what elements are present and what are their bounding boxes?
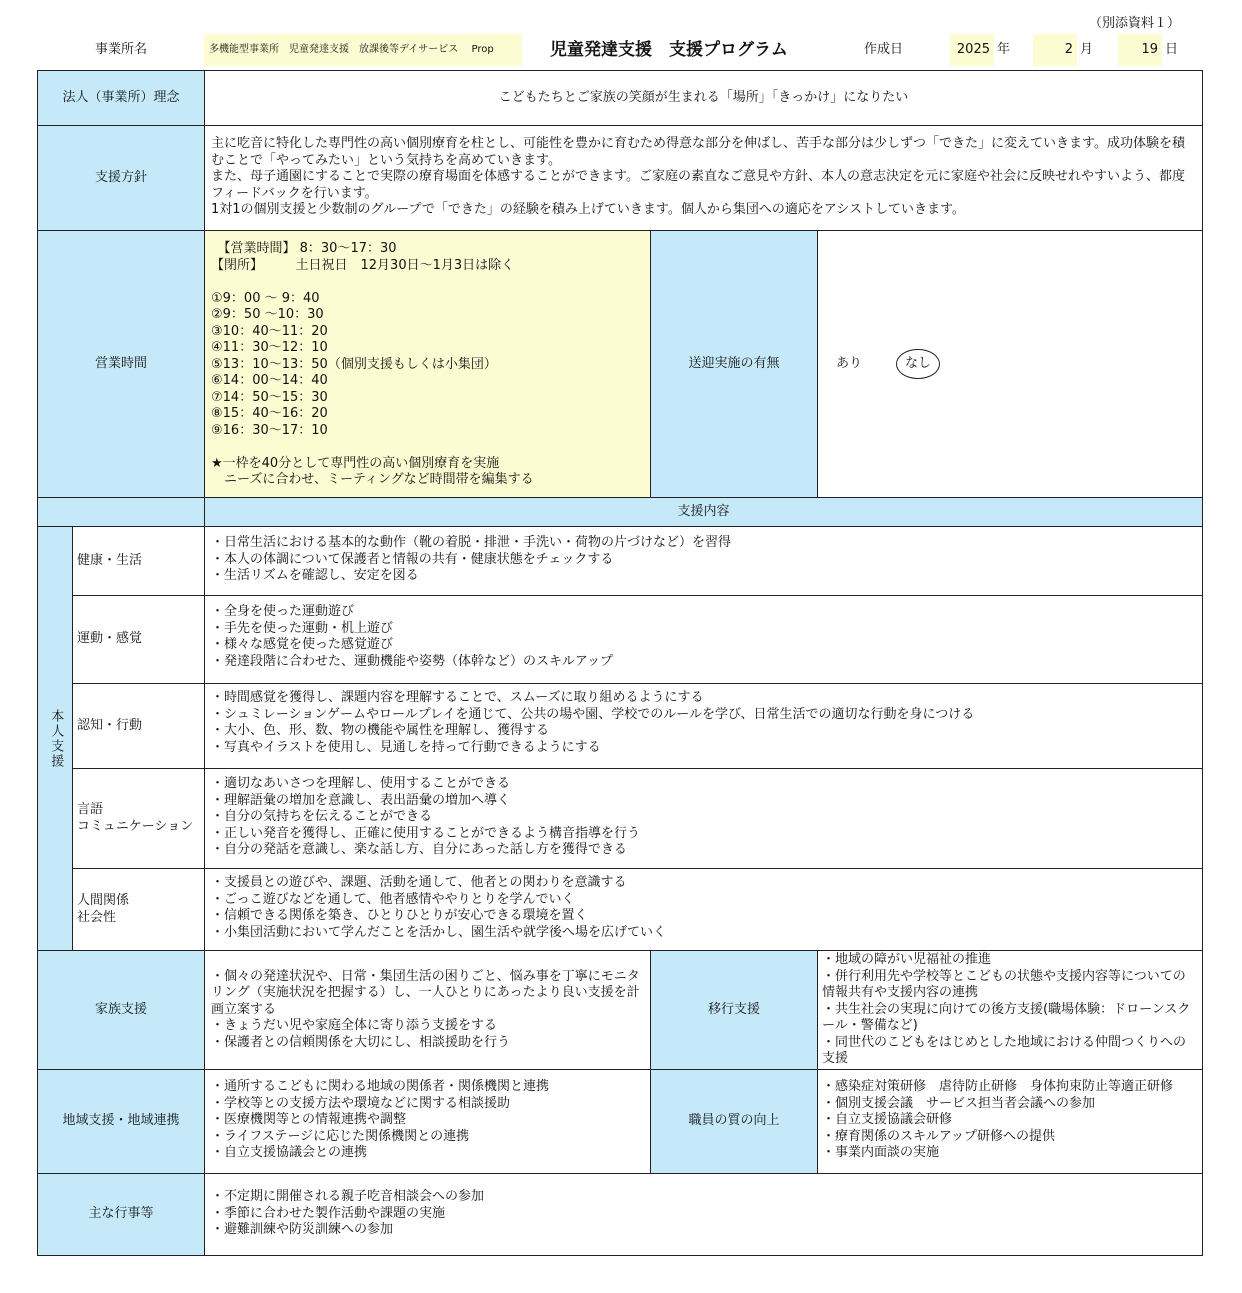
community-support-text[interactable] — [204, 1069, 651, 1174]
pickup-label: 送迎実施の有無 — [650, 230, 818, 498]
hours-line: ニーズに合わせ、ミーティングなど時間帯を編集する — [211, 472, 534, 487]
list-item: ・個々の発達状況や、日常・集団生活の困りごと、悩み事を丁寧にモニタリング（実施状況を把握する）し、一人ひとりにあったより良い支援を計画立案する — [211, 968, 640, 1017]
annex-label: （別添資料１） — [1088, 16, 1180, 31]
list-item: ・理解語彙の増加を意識し、表出語彙の増加へ導く — [211, 792, 511, 808]
list-item: ・感染症対策研修 虐待防止研修 身体拘束防止等適正研修 — [822, 1079, 1174, 1094]
list-item: ・自立支援協議会との連携 — [211, 1145, 368, 1160]
hours-text[interactable] — [204, 230, 651, 498]
events-text[interactable] — [204, 1173, 1203, 1256]
cognition-behavior-label: 認知・行動 — [72, 683, 205, 769]
list-item: ・きょうだい児や家庭全体に寄り添う支援をする — [211, 1018, 498, 1034]
personal-support-text: 本人支援 — [48, 708, 64, 769]
hours-line: ⑦14：50～15：30 — [211, 389, 328, 405]
list-item: ・不定期に開催される親子吃音相談会への参加 — [211, 1189, 485, 1204]
list-item: ・学校等との支援方法や環境などに関する相談援助 — [211, 1095, 511, 1111]
year-field[interactable]: 2025 — [950, 34, 994, 66]
language-communication-text[interactable] — [204, 768, 1203, 869]
list-item: ・小集団活動において学んだことを活かし、園生活や就学後へ場を広げていく — [211, 924, 667, 940]
list-item: ・併行利用先や学校等とこどもの状態や支援内容等についての情報共有や支援内容の連携 — [822, 968, 1186, 1000]
list-item: ・療育関係のスキルアップ研修への提供 — [822, 1128, 1055, 1144]
list-item: ・ごっこ遊びなどを通して、他者感情ややりとりを学んでいく — [211, 891, 575, 907]
list-item: ・本人の体調について保護者と情報の共有・健康状態をチェックする — [211, 551, 614, 567]
motor-sense-label: 運動・感覚 — [72, 595, 205, 684]
hours-label: 営業時間 — [37, 230, 205, 498]
list-item: ・自立支援協議会研修 — [822, 1112, 953, 1127]
health-life-text[interactable] — [204, 526, 1203, 596]
hours-line: ⑥14：00～14：40 — [211, 373, 328, 388]
support-program-table — [37, 70, 1203, 1256]
list-item: ・支援員との遊びや、課題、活動を通して、他者との関わりを意識する — [211, 875, 627, 890]
list-item: ・通所するこどもに関わる地域の関係者・関係機関と連携 — [211, 1079, 550, 1094]
list-item: ・シュミレーションゲームやロールプレイを通じて、公共の場や園、学校でのルールを学び、日常生活での適切な行動を身につける — [211, 706, 975, 722]
health-life-label: 健康・生活 — [72, 526, 205, 596]
family-support-label: 家族支援 — [37, 950, 205, 1070]
policy-text[interactable] — [204, 125, 1203, 231]
policy-line: また、母子通園にすることで実際の療育場面を体感することができます。ご家庭の素直なご意見や方針、本人の意志決定を元に家庭や社会に反映せれやすいよう、都度フィードバックを行います。 — [211, 169, 1185, 201]
events-label: 主な行事等 — [37, 1173, 205, 1256]
list-item: ・同世代のこどもをはじめとした地域における仲間つくりへの支援 — [822, 1034, 1187, 1066]
list-item: ・季節に合わせた製作活動や課題の実施 — [211, 1205, 446, 1221]
list-item: ・避難訓練や防災訓練への参加 — [211, 1222, 394, 1237]
hours-line: 【営業時間】 8：30～17：30 — [211, 241, 397, 256]
personal-support-label — [37, 526, 73, 951]
list-item: ・写真やイラストを使用し、見通しを持って行動できるようにする — [211, 739, 601, 755]
list-item: ・大小、色、形、数、物の機能や属性を理解し、獲得する — [211, 723, 550, 738]
policy-label: 支援方針 — [37, 125, 205, 231]
list-item: ・共生社会の実現に向けての後方支援(職場体験：ドローンスクール・警備など) — [822, 1001, 1191, 1033]
transition-support-text[interactable] — [817, 950, 1203, 1070]
list-item: ・自分の気持ちを伝えることができる — [211, 809, 433, 824]
document-header — [0, 34, 1242, 68]
hours-line — [211, 439, 644, 456]
family-support-text[interactable] — [204, 950, 651, 1070]
motor-sense-text[interactable] — [204, 595, 1203, 684]
cognition-behavior-text[interactable] — [204, 683, 1203, 769]
list-item: ・様々な感覚を使った感覚遊び — [211, 637, 394, 652]
pickup-option-yes[interactable]: あり — [836, 355, 863, 371]
support-content-header: 支援内容 — [204, 497, 1203, 527]
month-unit: 月 — [1080, 42, 1094, 57]
hours-line: ⑤13：10～13：50（個別支援もしくは小集団） — [211, 356, 497, 372]
list-item: ・時間感覚を獲得し、課題内容を理解することで、スムーズに取り組めるようにする — [211, 690, 704, 705]
list-item: ・全身を使った運動遊び — [211, 604, 355, 619]
relationships-social-text[interactable] — [204, 868, 1203, 951]
list-item: ・自分の発話を意識し、楽な話し方、自分にあった話し方を獲得できる — [211, 842, 627, 857]
community-support-label: 地域支援・地域連携 — [37, 1069, 205, 1174]
policy-line: 1対1の個別支援と少数制のグループで「できた」の経験を積み上げていきます。個人から集団への適応をアシストしていきます。 — [211, 202, 965, 217]
list-item: ・正しい発音を獲得し、正確に使用することができるよう構音指導を行う — [211, 825, 641, 841]
hours-line: ★一枠を40分として専門性の高い個別療育を実施 — [211, 455, 500, 471]
policy-line: 主に吃音に特化した専門性の高い個別療育を柱とし、可能性を豊かに育むため得意な部分を伸ばし、苦手な部分は少しずつ「できた」に変えていきます。成功体験を積むことで「やってみたい」という気持ちを高めていきます。 — [211, 136, 1185, 168]
hours-line: ①9：00 ～ 9：40 — [211, 290, 320, 306]
staff-quality-text[interactable] — [817, 1069, 1203, 1174]
list-item: ・生活リズムを確認し、安定を図る — [211, 568, 419, 583]
hours-line: ③10：40～11：20 — [211, 323, 328, 339]
hours-line: ②9：50 ～10：30 — [211, 307, 324, 322]
page-title: 児童発達支援 支援プログラム — [550, 40, 788, 60]
list-item: ・医療機関等との情報連携や調整 — [211, 1112, 407, 1127]
day-unit: 日 — [1165, 42, 1179, 57]
list-item: ・個別支援会議 サービス担当者会議への参加 — [822, 1095, 1096, 1111]
language-communication-label: 言語 コミュニケーション — [72, 768, 205, 869]
list-item: ・保護者との信頼関係を大切にし、相談援助を行う — [211, 1034, 511, 1050]
hours-line — [211, 274, 644, 291]
hours-line: ⑧15：40～16：20 — [211, 406, 328, 421]
relationships-social-label: 人間関係 社会性 — [72, 868, 205, 951]
list-item: ・ライフステージに応じた関係機関との連携 — [211, 1128, 470, 1144]
day-field[interactable]: 19 — [1118, 34, 1162, 66]
hours-line: 【閉所】 土日祝日 12月30日～1月3日は除く — [211, 257, 515, 273]
hours-line: ⑨16：30～17：10 — [211, 422, 328, 438]
hours-line: ④11：30～12：10 — [211, 340, 328, 355]
support-header-spacer — [37, 497, 205, 527]
list-item: ・適切なあいさつを理解し、使用することができる — [211, 776, 511, 791]
list-item: ・手先を使った運動・机上遊び — [211, 620, 394, 636]
pickup-option-no-selected[interactable]: なし — [896, 349, 940, 380]
list-item: ・地域の障がい児福祉の推進 — [822, 952, 992, 967]
office-name-field[interactable]: 多機能型事業所 児童発達支援 放課後等デイサービス Prop — [204, 34, 522, 66]
philosophy-text[interactable]: こどもたちとご家族の笑顔が生まれる「場所」「きっかけ」になりたい — [204, 70, 1203, 126]
month-field[interactable]: 2 — [1033, 34, 1077, 66]
pickup-options — [817, 230, 1203, 498]
created-date-label: 作成日 — [864, 42, 904, 57]
transition-support-label: 移行支援 — [650, 950, 818, 1070]
staff-quality-label: 職員の質の向上 — [650, 1069, 818, 1174]
list-item: ・発達段階に合わせた、運動機能や姿勢（体幹など）のスキルアップ — [211, 653, 613, 669]
year-unit: 年 — [997, 42, 1011, 57]
office-label: 事業所名 — [95, 42, 148, 57]
list-item: ・信頼できる関係を築き、ひとりひとりが安心できる環境を置く — [211, 908, 588, 923]
philosophy-label: 法人（事業所）理念 — [37, 70, 205, 126]
list-item: ・日常生活における基本的な動作（靴の着脱・排泄・手洗い・荷物の片づけなど）を習得 — [211, 535, 732, 550]
list-item: ・事業内面談の実施 — [822, 1145, 940, 1160]
